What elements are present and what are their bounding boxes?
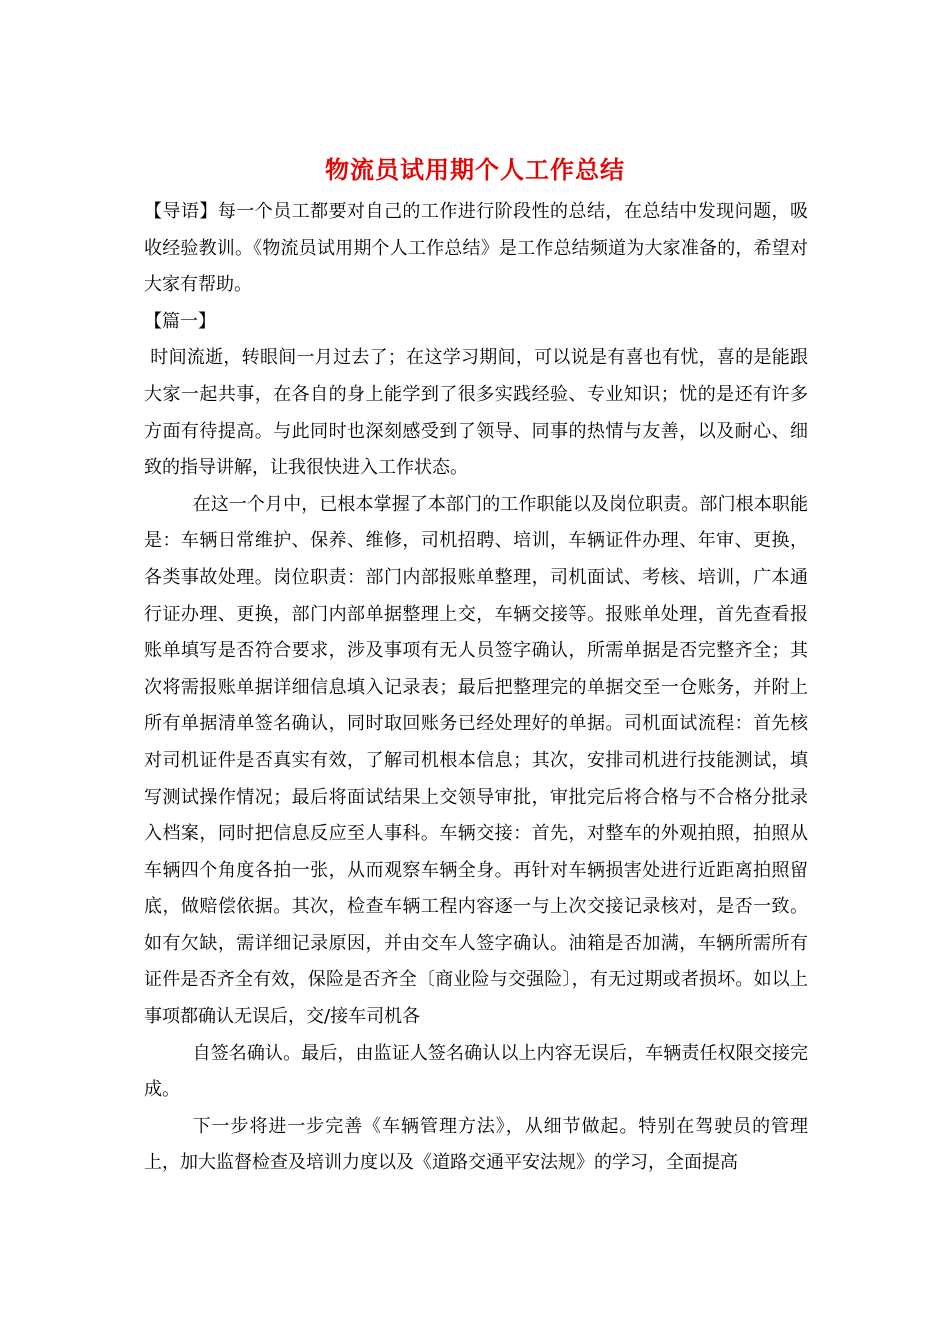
section-heading: 【篇一】 (144, 310, 216, 332)
document-title: 物流员试用期个人工作总结 (325, 155, 625, 184)
paragraph-3: 自签名确认。最后，由监证人签名确认以上内容无误后，车辆责任权限交接完成。 (144, 1042, 808, 1101)
document-body (144, 194, 808, 1182)
paragraph-4: 下一步将进一步完善《车辆管理方法》，从细节做起。特别在驾驶员的管理上，加大监督检查及培训力度以及《道路交通平安法规》的学习，全面提高 (144, 1115, 808, 1174)
intro-paragraph: 【导语】每一个员工都要对自己的工作进行阶段性的总结，在总结中发现问题，吸收经验教训。《物流员试用期个人工作总结》是工作总结频道为大家准备的，希望对大家有帮助。 (144, 201, 808, 296)
paragraph-1: 时间流逝，转眼间一月过去了；在这学习期间，可以说是有喜也有忧，喜的是能跟大家一起共事，在各自的身上能学到了很多实践经验、专业知识；忧的是还有许多方面有待提高。与此同时也深刻感受到了领导、同事的热情与友善，以及耐心、细致的指导讲解，让我很快进入工作状态。 (144, 347, 808, 479)
paragraph-2: 在这一个月中，已根本掌握了本部门的工作职能以及岗位职责。部门根本职能是：车辆日常维护、保养、维修，司机招聘、培训，车辆证件办理、年审、更换，各类事故处理。岗位职责：部门内部报账单整理，司机面试、考核、培训，广本通行证办理、更换，部门内部单据整理上交，车辆交接等。报账单处理，首先查看报账单填写是否符合要求，涉及事项有无人员签字确认，所需单据是否完整齐全；其次将需报账单据详细信息填入记录表；最后把整理完的单据交至一仓账务，并附上所有单据清单签名确认，同时取回账务已经处理好的单据。司机面试流程：首先核对司机证件是否真实有效，了解司机根本信息；其次，安排司机进行技能测试，填写测试操作情况；最后将面试结果上交领导审批，审批完后将合格与不合格分批录入档案，同时把信息反应至人事科。车辆交接：首先，对整车的外观拍照，拍照从车辆四个角度各拍一张，从而观察车辆全身。再针对车辆损害处进行近距离拍照留底，做赔偿依据。其次，检查车辆工程内容逐一与上次交接记录核对，是否一致。如有欠缺，需详细记录原因，并由交车人签字确认。油箱是否加满，车辆所需所有证件是否齐全有效，保险是否齐全〔商业险与交强险〕，有无过期或者损坏。如以上事项都确认无误后，交/接车司机各 (144, 493, 808, 1028)
